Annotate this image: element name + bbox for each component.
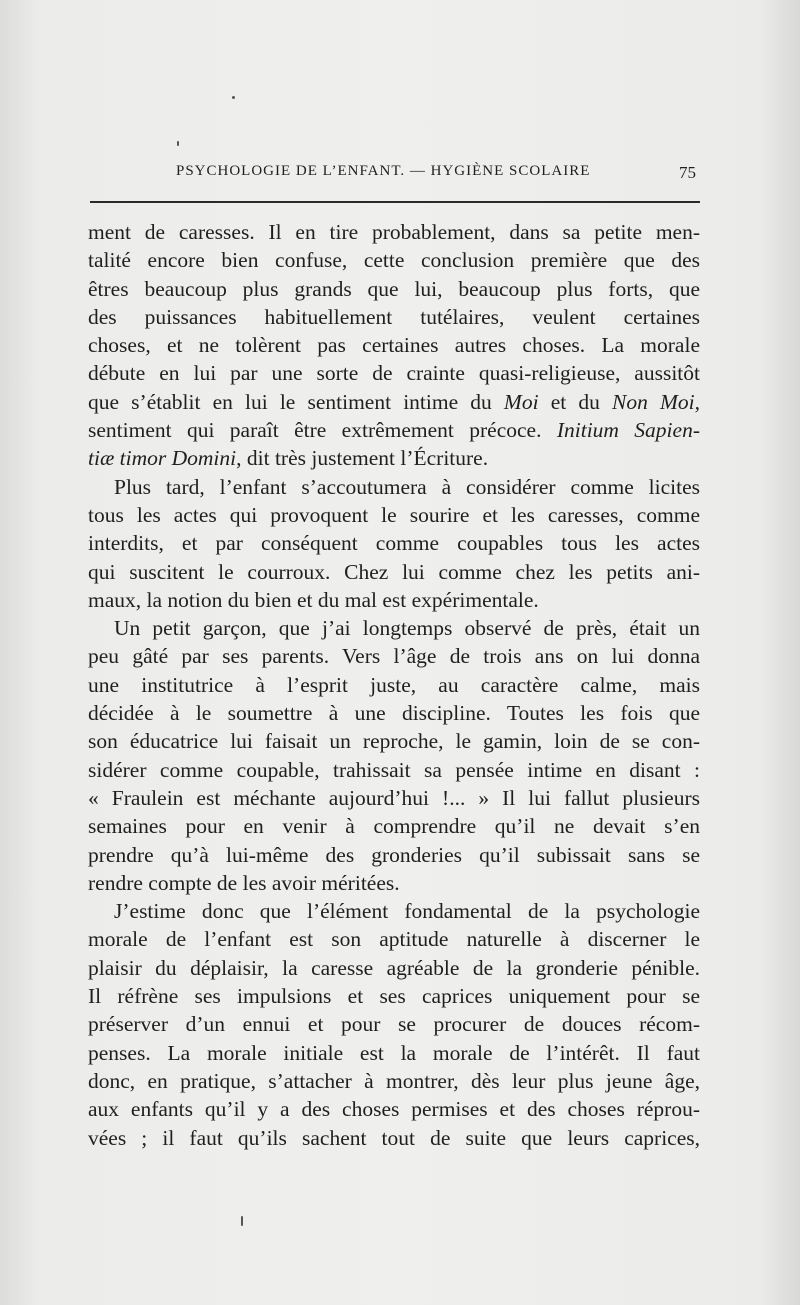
text-line	[88, 897, 700, 925]
text-segment: décidée à le soumettre à une discipline. Toutes les fois que	[88, 701, 700, 726]
text-line	[88, 529, 700, 557]
text-segment: et du	[538, 389, 612, 414]
scan-speck	[241, 1216, 243, 1226]
text-line	[88, 1039, 700, 1067]
text-line	[88, 1010, 700, 1038]
text-segment: ment de caresses. Il en tire probablement, dans sa petite men-	[88, 220, 700, 244]
text-line	[88, 1067, 700, 1095]
text-line	[88, 925, 700, 953]
running-header	[176, 163, 704, 185]
italic-text: tiæ timor Domini	[88, 446, 237, 471]
text-segment: êtres beaucoup plus grands que lui, beaucoup plus forts, que	[88, 276, 700, 301]
italic-text: Initium Sapien-	[556, 418, 700, 443]
text-line	[88, 275, 700, 303]
text-line	[88, 614, 700, 642]
text-line	[88, 982, 700, 1010]
text-line	[88, 303, 700, 331]
text-segment: , dit très justement l’Écriture.	[236, 446, 489, 471]
text-segment: son éducatrice lui faisait un reproche, le gamin, loin de se con-	[88, 729, 700, 754]
text-line	[88, 812, 700, 840]
text-segment: tous les actes qui provoquent le sourire et les caresses, comme	[88, 502, 700, 527]
text-line	[88, 246, 700, 274]
text-segment: peu gâté par ses parents. Vers l’âge de trois ans on lui donna	[88, 644, 700, 669]
text-line	[88, 756, 700, 784]
text-segment: des puissances habituellement tutélaires, veulent certaines	[88, 304, 700, 329]
text-line	[88, 501, 700, 529]
text-segment: morale de l’enfant est son aptitude naturelle à discerner le	[88, 927, 700, 952]
text-segment: sidérer comme coupable, trahissait sa pensée intime en disant :	[88, 757, 700, 782]
text-segment: sentiment qui paraît être extrêmement précoce.	[88, 418, 557, 443]
text-segment: ,	[694, 389, 700, 414]
text-segment: rendre compte de les avoir méritées.	[88, 870, 400, 895]
scan-speck	[232, 96, 235, 99]
text-line	[88, 727, 700, 755]
text-line	[88, 642, 700, 670]
text-line	[88, 586, 700, 614]
text-segment: une institutrice à l’esprit juste, au caractère calme, mais	[88, 672, 700, 697]
text-segment: que s’établit en lui le sentiment intime du	[88, 389, 504, 414]
body-text	[88, 218, 700, 1152]
text-segment: préserver d’un ennui et pour se procurer de douces récom-	[88, 1012, 700, 1037]
text-segment: qui suscitent le courroux. Chez lui comme chez les petits ani-	[88, 559, 700, 584]
text-segment: vées ; il faut qu’ils sachent tout de suite que leurs caprices,	[88, 1125, 700, 1150]
text-segment: aux enfants qu’il y a des choses permises et des choses réprou-	[88, 1097, 700, 1122]
header-rule	[90, 201, 700, 203]
text-segment: débute en lui par une sorte de crainte quasi-religieuse, aussitôt	[88, 361, 700, 386]
text-line	[88, 671, 700, 699]
text-segment: J’estime donc que l’élément fondamental de la psychologie	[114, 899, 700, 924]
text-segment: Un petit garçon, que j’ai longtemps observé de près, était un	[114, 616, 700, 641]
text-segment: prendre qu’à lui-même des gronderies qu’il subissait sans se	[88, 842, 700, 867]
text-line	[88, 954, 700, 982]
scan-speck	[177, 141, 179, 146]
text-line	[88, 218, 700, 246]
running-title: PSYCHOLOGIE DE L’ENFANT. — HYGIÈNE SCOLAIRE	[176, 163, 591, 179]
text-line	[88, 1095, 700, 1123]
text-segment: « Fraulein est méchante aujourd’hui !... » Il lui fallut plusieurs	[88, 785, 700, 810]
text-line	[88, 699, 700, 727]
text-line	[88, 784, 700, 812]
text-segment: interdits, et par conséquent comme coupables tous les actes	[88, 531, 700, 556]
text-line	[88, 1124, 700, 1152]
text-segment: donc, en pratique, s’attacher à montrer, dès leur plus jeune âge,	[88, 1068, 700, 1093]
text-segment: plaisir du déplaisir, la caresse agréable de la gronderie pénible.	[88, 955, 700, 980]
text-line	[88, 359, 700, 387]
text-segment: talité encore bien confuse, cette conclusion première que des	[88, 248, 700, 273]
page-number: 75	[679, 163, 696, 182]
text-line	[88, 558, 700, 586]
text-segment: maux, la notion du bien et du mal est expérimentale.	[88, 587, 539, 612]
italic-text: Moi	[503, 389, 539, 414]
text-segment: Il réfrène ses impulsions et ses caprices uniquement pour se	[88, 984, 700, 1009]
text-segment: choses, et ne tolèrent pas certaines autres choses. La morale	[88, 333, 700, 358]
text-line	[88, 473, 700, 501]
text-line	[88, 331, 700, 359]
text-segment: Plus tard, l’enfant s’accoutumera à considérer comme licites	[114, 474, 700, 499]
text-line	[88, 416, 700, 444]
text-line	[88, 388, 700, 416]
text-line	[88, 444, 700, 472]
italic-text: Non Moi	[612, 389, 695, 414]
text-line	[88, 869, 700, 897]
text-segment: semaines pour en venir à comprendre qu’il ne devait s’en	[88, 814, 700, 839]
text-segment: penses. La morale initiale est la morale de l’intérêt. Il faut	[88, 1040, 700, 1065]
text-line	[88, 841, 700, 869]
